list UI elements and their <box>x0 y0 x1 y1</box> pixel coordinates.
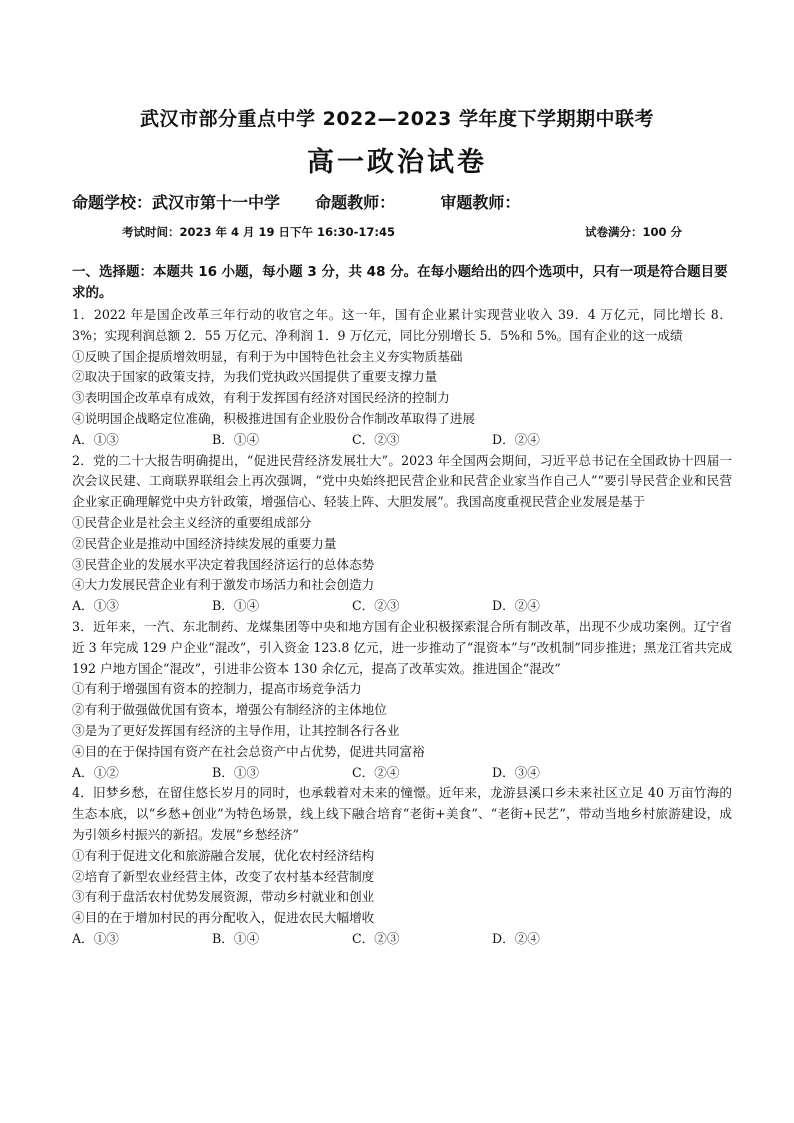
exam-info-row <box>122 224 682 240</box>
statement-option: ②民营企业是推动中国经济持续发展的重要力量 <box>72 535 337 551</box>
answer-choice-a: A．①③ <box>72 431 119 447</box>
statement-option: ④说明国企战略定位准确，积极推进国有企业股份合作制改革取得了进展 <box>72 410 475 426</box>
answer-choice-a: A．①③ <box>72 930 119 946</box>
answer-choices <box>72 929 732 950</box>
statement-option: ③民营企业的发展水平决定着我国经济运行的总体态势 <box>72 556 375 572</box>
statement-option: ④目的在于保持国有资产在社会总资产中占优势，促进共同富裕 <box>72 743 425 759</box>
question-1 <box>72 305 732 451</box>
statement-option: ②有利于做强做优国有资本，增强公有制经济的主体地位 <box>72 702 387 718</box>
answer-choice-d: D．②④ <box>492 431 540 447</box>
answer-choice-c: C．②④ <box>352 764 400 780</box>
statement-option: ①民营企业是社会主义经济的重要组成部分 <box>72 514 312 530</box>
answer-choices <box>72 596 732 617</box>
answer-choice-b: B．①④ <box>212 431 260 447</box>
full-score: 试卷满分：100 分 <box>584 225 682 239</box>
statement-option: ②取决于国家的政策支持，为我们党执政兴国提供了重要支撑力量 <box>72 369 438 385</box>
question-stem: 3．近年来，一汽、东北制药、龙煤集团等中央和地方国有企业积极探索混合所有制改革，出现不少成功案例。辽宁省近 3 年完成 129 户企业“混改”，引入资金 123.8 亿元，进一步推动了“混资本”与“改机制”同步推进；黑龙江省共完成 192 户地方国企“混改”，引进非公资本 130 余亿元，提高了改革实效。推进国企“混改” <box>72 618 732 676</box>
statement-option: ④大力发展民营企业有利于激发市场活力和社会创造力 <box>72 577 375 593</box>
statement-option: ①有利于增强国有资本的控制力，提高市场竞争活力 <box>72 681 362 697</box>
answer-choice-b: B．①③ <box>212 764 260 780</box>
answer-choice-a: A．①② <box>72 764 119 780</box>
answer-choices <box>72 430 732 451</box>
answer-choice-a: A．①③ <box>72 598 119 614</box>
question-3 <box>72 617 732 783</box>
reviewing-teacher: 审题教师： <box>440 193 521 212</box>
answer-choice-d: D．②④ <box>492 598 540 614</box>
answer-choice-b: B．①④ <box>212 598 260 614</box>
statement-option: ③是为了更好发挥国有经济的主导作用，让其控制各行各业 <box>72 722 400 738</box>
question-4 <box>72 783 732 949</box>
answer-choice-d: D．③④ <box>492 764 540 780</box>
answer-choice-c: C．②③ <box>352 930 400 946</box>
question-stem: 2．党的二十大报告明确提出，“促进民营经济发展壮大”。2023 年全国两会期间，习近平总书记在全国政协十四届一次会议民建、工商联界联组会上再次强调，“党中央始终把民营企业和民营企业家当作自己人”“要引导民营企业和民营企业家正确理解党中央方针政策，增强信心、轻装上阵、大胆发展”。我国高度重视民营企业发展是基于 <box>72 452 732 510</box>
statement-option: ②培育了新型农业经营主体，改变了农村基本经营制度 <box>72 868 375 884</box>
statement-option: ①有利于促进文化和旅游融合发展，优化农村经济结构 <box>72 847 375 863</box>
question-2 <box>72 451 732 617</box>
question-stem: 4．旧梦乡愁，在留住悠长岁月的同时，也承载着对未来的憧憬。近年来，龙游县溪口乡未来社区立足 40 万亩竹海的生态本底，以“乡愁+创业”为特色场景，线上线下融合培育“老街+美食”、“老街+民艺”，带动当地乡村旅游建设，成为引领乡村振兴的新招。发展“乡愁经济” <box>72 785 732 842</box>
subject-title: 高一政治试卷 <box>307 147 487 178</box>
answer-choice-d: D．②④ <box>492 930 540 946</box>
answer-choices <box>72 763 732 784</box>
setting-school: 命题学校：武汉市第十一中学 <box>72 193 281 212</box>
question-list <box>72 305 732 950</box>
setting-teacher: 命题教师： <box>315 193 396 212</box>
section-heading: 一、选择题：本题共 16 小题，每小题 3 分，共 48 分。在每小题给出的四个选项中，只有一项是符合题目要求的。 <box>72 264 728 301</box>
question-stem: 1．2022 年是国企改革三年行动的收官之年。这一年，国有企业累计实现营业收入 39．4 万亿元，同比增长 8．3%；实现利润总额 2．55 万亿元、净利润 1．9 万亿元，同比分别增长 5．5%和 5%。国有企业的这一成绩 <box>72 307 732 343</box>
exam-time: 考试时间：2023 年 4 月 19 日下午 16:30-17:45 <box>122 225 396 239</box>
answer-choice-b: B．①④ <box>212 930 260 946</box>
author-info-row <box>72 190 520 213</box>
answer-choice-c: C．②③ <box>352 598 400 614</box>
exam-title: 武汉市部分重点中学 2022—2023 学年度下学期期中联考 <box>140 108 654 130</box>
statement-option: ①反映了国企提质增效明显，有利于为中国特色社会主义夯实物质基础 <box>72 348 463 364</box>
statement-option: ③表明国企改革卓有成效，有利于发挥国有经济对国民经济的控制力 <box>72 390 450 406</box>
answer-choice-c: C．②③ <box>352 431 400 447</box>
statement-option: ④目的在于增加村民的再分配收入，促进农民大幅增收 <box>72 910 375 926</box>
statement-option: ③有利于盘活农村优势发展资源，带动乡村就业和创业 <box>72 889 375 905</box>
